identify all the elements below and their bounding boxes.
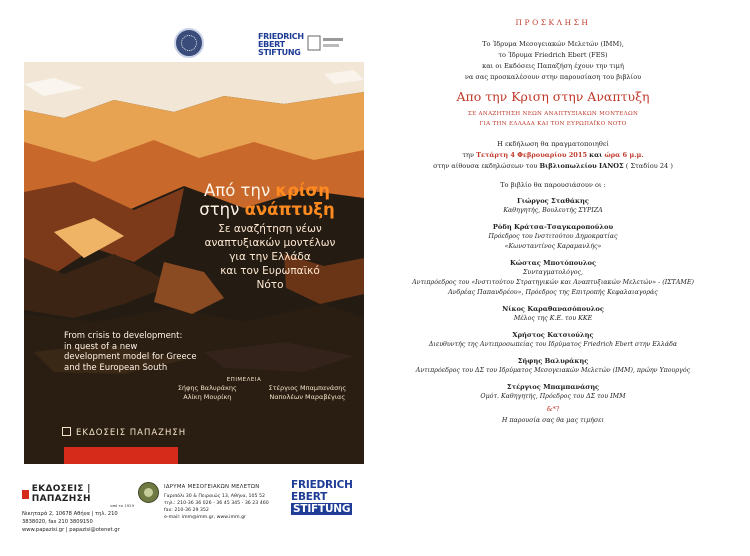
event-details: Η εκδήλωση θα πραγματοποιηθεί την Τετάρτη 4 Φεβρουαρίου 2015 και ώρα 6 μ.μ. στην αίθουσα εκδηλώσεων του Βιβλιοπωλείου ΙΑΝΟΣ ( Σταδίου 24 )	[433, 140, 673, 170]
speaker: Γιώργος Σταθάκης Καθηγητής, Βουλευτής ΣΥΡΙΖΑ	[503, 197, 603, 214]
event-time: ώρα 6 μ.μ.	[604, 151, 644, 159]
fes-footer-logo: FRIEDRICH EBERT STIFTUNG	[291, 479, 353, 515]
speaker: Χρήστος Κατσιούλης Διευθυντής της Αντιπροσωπείας του Ιδρύματος Friedrich Ebert στην Ελλάδα	[428, 331, 678, 348]
event-place: Βιβλιοπωλείου ΙΑΝΟΣ	[539, 162, 624, 170]
cover-publisher: ΕΚΔΟΣΕΙΣ ΠΑΠΑΖΗΣΗ	[62, 427, 186, 438]
speaker: Νίκος Καραθανασόπουλος Μέλος της Κ.Ε. του ΚΚΕ	[502, 305, 604, 322]
imm-seal-icon	[138, 482, 159, 503]
papazisi-cover-logo	[306, 32, 346, 54]
invitation-intro: Το Ίδρυμα Μεσογειακών Μελετών (ΙΜΜ), το Ίδρυμα Friedrich Ebert (FES) και οι Εκδόσεις Παπαζήση έχουν την τιμή να σας προσκαλέσουν στην παρουσίαση του βιβλίου	[464, 40, 642, 81]
papazisi-footer: ΕΚΔΟΣΕΙΣ | ΠΑΠΑΖΗΣΗ από το 1929 Νικηταρά 2, 10678 Αθήνα | τηλ. 210 3838020, fax 210 3809150 www.papazisi.gr | papazisi@otenet.gr	[22, 484, 134, 533]
speaker: Κώστας Μποτόπουλος Συνταγματολόγος, Αντιπρόεδρος του «Ινστιτούτου Στρατηγικών και Αναπτυξιακών Μελετών» - (ΙΣΤΑΜΕ) Ανδρέας Παπανδρέου», Πρόεδρος της Επιτροπής Κεφαλαιαγοράς	[412, 259, 694, 296]
papazisi-logo: ΕΚΔΟΣΕΙΣ | ΠΑΠΑΖΗΣΗ	[22, 484, 134, 504]
imm-contact: Γαριπόλι 30 & Πειραιώς 13, Αθήνα, 105 52 τηλ.: 210-36 36 026 - 36 45 345 - 36 23 460 fax: 210-36 29 352 e-mail: imm@imm.gr, www.imm.gr	[164, 494, 269, 520]
book-subtitle: ΣΕ ΑΝΑΖΗΤΗΣΗ ΝΕΩΝ ΑΝΑΠΤΥΞΙΑΚΩΝ ΜΟΝΤΕΛΩΝ ΓΙΑ ΤΗΝ ΕΛΛΑΔΑ ΚΑΙ ΤΟΝ ΕΥΡΩΠΑΪΚΟ ΝΟΤΟ	[467, 111, 639, 127]
papazisi-contact: Νικηταρά 2, 10678 Αθήνα | τηλ. 210 3838020, fax 210 3809150 www.papazisi.gr | papazisi@otenet.gr	[22, 511, 120, 533]
imm-cover-logo	[174, 28, 204, 58]
publisher-mark-icon	[62, 427, 71, 436]
presenters-label: Το βιβλίο θα παρουσιάσουν οι :	[500, 181, 606, 189]
speaker: Στέργιος Μπαμπανάσης Ομότ. Καθηγητής, Πρόεδρος του ΔΣ του ΙΜΜ	[480, 383, 626, 400]
cover-editors: Σήφης Βαλυράκης Αλίκη Μουρίκη Στέργιος Μπαμπανάσης Ναπολέων Μαραβέγιας	[177, 384, 347, 401]
invitation	[378, 18, 728, 426]
ornament-mark: &*?	[546, 405, 560, 413]
cover-subtitle-greek: Σε αναζήτηση νέων αναπτυξιακών μοντέλων για την Ελλάδα και τον Ευρωπαϊκό Νότο	[204, 223, 336, 291]
speaker: Σήφης Βαλυράκης Αντιπρόεδρος του ΔΣ του Ιδρύματος Μεσογειακών Μελετών (ΙΜΜ), πρώην Υπουργός	[415, 357, 691, 374]
speaker: Ρόδη Κράτσα-Τσαγκαροπούλου Πρόεδρος του Ινστιτούτου Δημοκρατίας «Κωνσταντίνος Καραμανλής»	[488, 223, 618, 250]
invitation-heading: ΠΡΟΣΚΛΗΣΗ	[515, 18, 591, 27]
cover-title-greek: Από την κρίση στην ανάπτυξη	[199, 181, 335, 219]
cover-red-block	[64, 447, 178, 464]
cover-title-english: From crisis to development: in quest of a new development model for Greece and the European South	[64, 331, 197, 373]
book-title: Απο την Κριση στην Αναπτυξη	[456, 89, 650, 104]
fes-cover-logo: FRIEDRICH EBERT STIFTUNG	[258, 32, 304, 57]
cover-editors-label: ΕΠΙΜΕΛΕΙΑ	[226, 377, 262, 383]
closing-line: Η παρουσία σας θα μας τιμήσει	[501, 417, 605, 424]
imm-name: ΙΔΡΥΜΑ ΜΕΣΟΓΕΙΑΚΩΝ ΜΕΛΕΤΩΝ	[164, 484, 260, 490]
event-date: Τετάρτη 4 Φεβρουαρίου 2015	[476, 151, 588, 159]
book-cover	[24, 22, 364, 464]
